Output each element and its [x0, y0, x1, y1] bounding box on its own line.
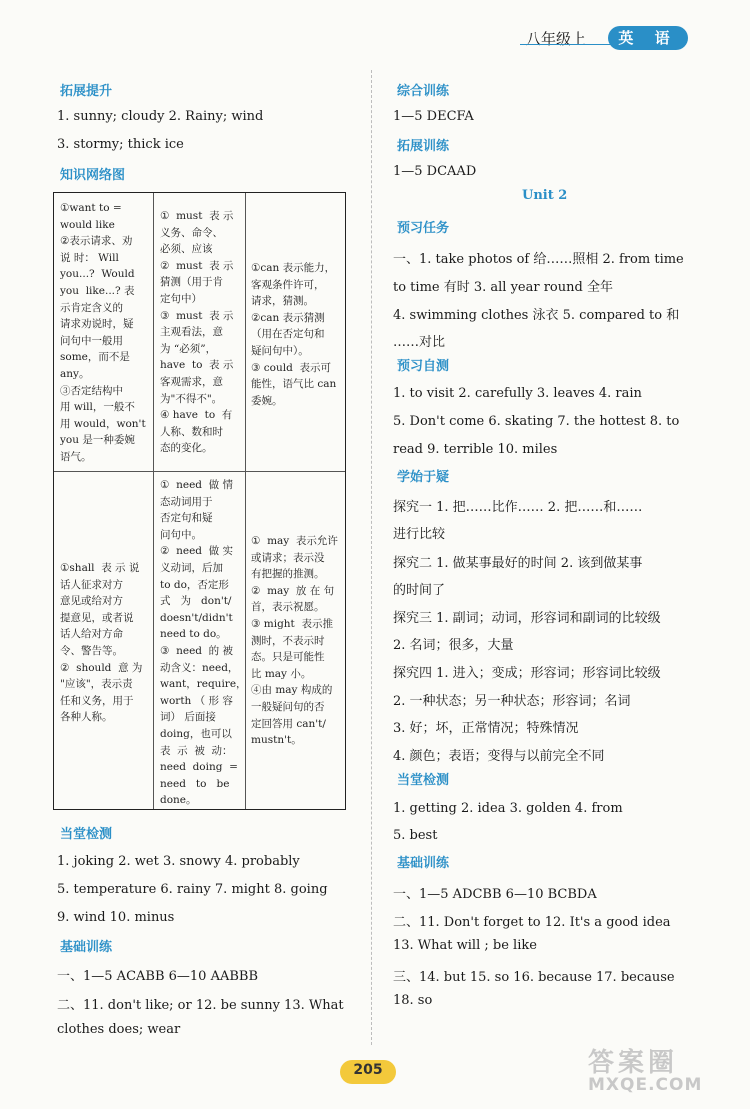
answer-line: 二、11. don't like; or 12. be sunny 13. What [57, 998, 344, 1013]
answer-line: 1. getting 2. idea 3. golden 4. from [393, 801, 623, 816]
section-title-knowledge-map: 知识网络图 [60, 168, 126, 183]
answer-line: to time 有时 3. all year round 全年 [393, 280, 613, 295]
table-cell-shall: ①shall 表 示 说 话人征求对方 意见或给对方 提意见，或者说 话人给对方命 令、警告等。 ② should 意 为 "应该"，表示责 任和义务，用于 各种人称。 [60, 562, 143, 724]
answer-line: ……对比 [393, 335, 446, 350]
answer-line: 2. 一种状态；另一种状态；形容词；名词 [393, 694, 631, 709]
answer-line: 探究四 1. 进入；变成；形容词；形容词比较级 [393, 666, 661, 681]
answer-line: 1—5 DECFA [393, 109, 474, 124]
section-title-xueshi-yuyi: 学始于疑 [397, 470, 450, 485]
answer-line: 三、14. but 15. so 16. because 17. because [393, 970, 675, 985]
section-title-dangtang: 当堂检测 [60, 827, 113, 842]
answer-line: 一、1. take photos of 给……照相 2. from time [393, 252, 684, 267]
table-cell-need: ① need 做 情 态动词用于 否定句和疑 问句中。 ② need 做 实 义动词，后加 to do，否定形 式 为 don't/ doesn't/didn't need to do。 ③ need 的 被 动含义：need， want，require， worth （ 形 容 词） 后面接 doing，也可以 表 示 被 动： need doing = need to be done。 [160, 479, 247, 807]
grade-label: 八年级上 [526, 30, 587, 48]
answer-line: 13. What will ; be like [393, 938, 537, 953]
answer-line: 2. 名词；很多，大量 [393, 638, 514, 653]
answer-line: 18. so [393, 993, 433, 1008]
answer-line: 5. temperature 6. rainy 7. might 8. going [57, 882, 328, 897]
answer-line: 1. to visit 2. carefully 3. leaves 4. rain [393, 386, 642, 401]
answer-line: 9. wind 10. minus [57, 910, 175, 925]
watermark-text-top: 答案圈 [588, 1048, 679, 1078]
unit-heading: Unit 2 [522, 188, 568, 203]
answer-line: 二、11. Don't forget to 12. It's a good idea [393, 915, 671, 930]
answer-line: 探究二 1. 做某事最好的时间 2. 该到做某事 [393, 556, 643, 571]
section-title-yuxi-renwu: 预习任务 [397, 221, 450, 236]
section-title-jichu: 基础训练 [60, 940, 113, 955]
section-title-tuozhan-tisheng: 拓展提升 [60, 84, 113, 99]
table-cell-may: ① may 表示允许 或请求；表示没 有把握的推测。 ② may 放 在 句 首，表示祝愿。 ③ might 表示推 测时，不表示时 态。只是可能性 比 may 小。 ④由 may 构成的 一般疑问句的否 定回答用 can't/ mustn't。 [251, 535, 338, 747]
answer-line: 4. swimming clothes 泳衣 5. compared to 和 [393, 308, 680, 323]
section-title-zonghe: 综合训练 [397, 84, 450, 99]
watermark-text-bottom: MXQE.COM [588, 1075, 703, 1095]
section-title-jichu-right: 基础训练 [397, 856, 450, 871]
answer-line: 一、1—5 ADCBB 6—10 BCBDA [393, 887, 597, 902]
answer-line: 探究三 1. 副词；动词，形容词和副词的比较级 [393, 611, 661, 626]
table-cell-would: ①want to = would like ②表示请求、劝 说 时： Will you...? Would you like...? 表 示肯定含义的 请求劝说时，疑 问句中一般用 some，而不是 any。 ③否定结构中 用 will，一般不 用 would，won't you 是一种委婉 语气。 [60, 202, 146, 463]
subject-badge: 英 语 [608, 26, 688, 50]
table-divider [54, 471, 345, 472]
answer-line: 一、1—5 ACABB 6—10 AABBB [57, 969, 259, 984]
answer-line: 1—5 DCAAD [393, 164, 477, 179]
header-rule [520, 44, 615, 45]
answer-line: 1. sunny; cloudy 2. Rainy; wind [57, 109, 264, 124]
table-cell-can: ①can 表示能力， 客观条件许可， 请求，猜测。 ②can 表示猜测 （用在否定句和 疑问句中）。 ③ could 表示可 能性，语气比 can 委婉。 [251, 262, 337, 407]
answer-line: 探究一 1. 把……比作…… 2. 把……和…… [393, 500, 643, 515]
section-title-tuozhan-xunlian: 拓展训练 [397, 139, 450, 154]
answer-line: 5. best [393, 828, 438, 843]
column-divider [371, 70, 372, 1045]
answer-line: clothes does; wear [57, 1022, 181, 1037]
page-number: 205 [353, 1062, 383, 1078]
table-cell-must: ① must 表 示 义务、命令、 必须、应该 ② must 表 示 猜测（用于肯 定句中） ③ must 表 示 主观看法，意 为 “必须”， have to 表 示 客观需求，意 为"不得不"。 ④ have to 有 人称、数和时 态的变化。 [160, 210, 234, 455]
answer-line: 3. 好；坏，正常情况；特殊情况 [393, 721, 579, 736]
section-title-dangtang-right: 当堂检测 [397, 773, 450, 788]
section-title-yuxi-zice: 预习自测 [397, 359, 450, 374]
answer-line: 进行比较 [393, 527, 446, 542]
answer-line: 1. joking 2. wet 3. snowy 4. probably [57, 854, 300, 869]
knowledge-table [53, 192, 346, 810]
answer-line: 的时间了 [393, 583, 446, 598]
answer-line: read 9. terrible 10. miles [393, 442, 558, 457]
watermark-logo [588, 1048, 703, 1096]
answer-line: 3. stormy; thick ice [57, 137, 184, 152]
answer-line: 5. Don't come 6. skating 7. the hottest 8. to [393, 414, 680, 429]
table-divider [153, 193, 154, 809]
answer-line: 4. 颜色；表语；变得与以前完全不同 [393, 749, 605, 764]
